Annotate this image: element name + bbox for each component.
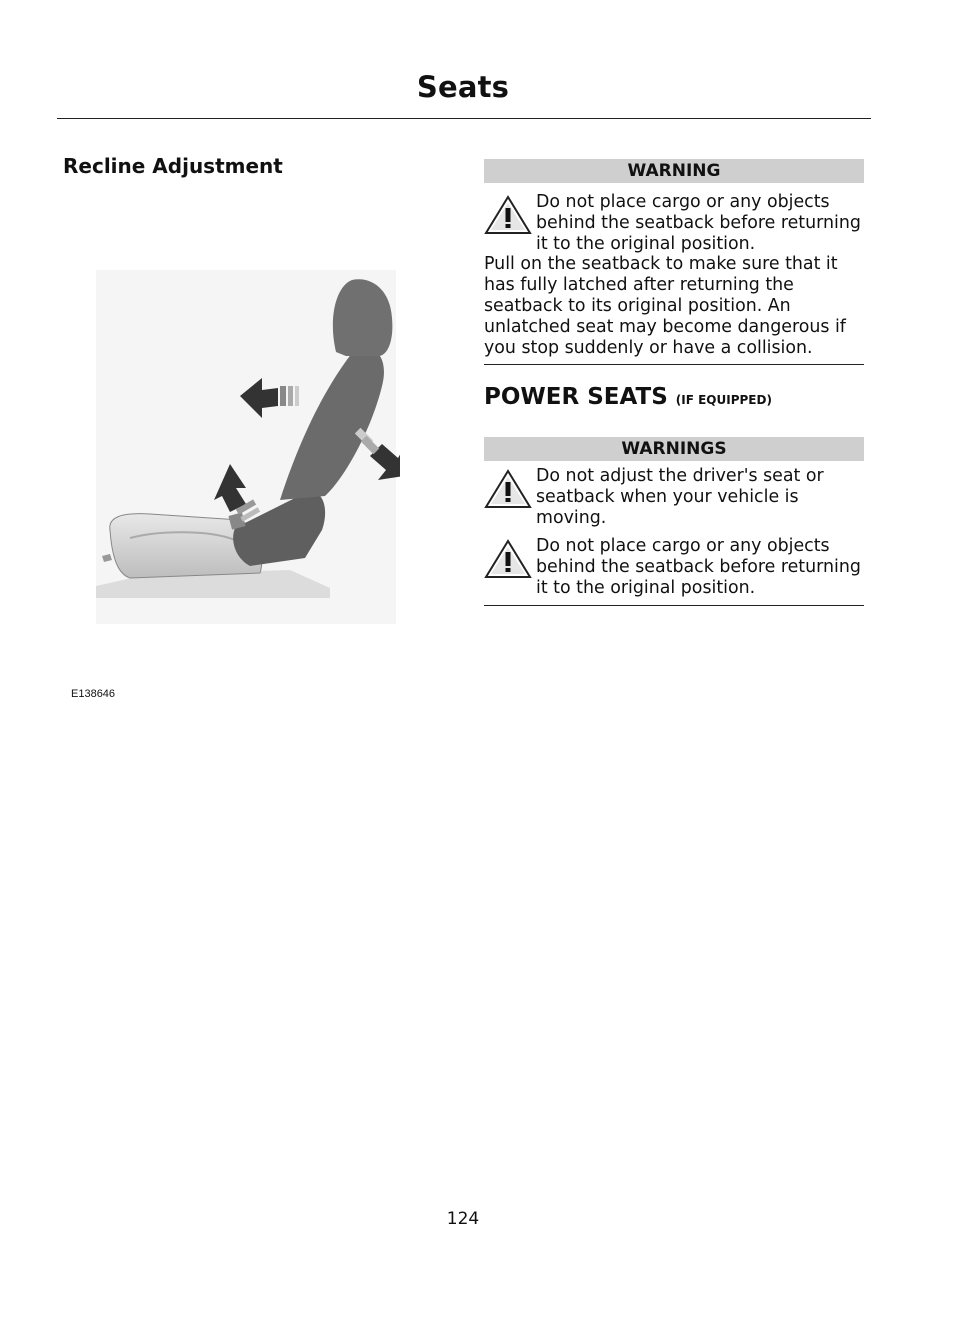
seat-recline-illustration [90, 268, 400, 628]
warning-triangle-icon [484, 468, 532, 510]
warning-item [484, 466, 864, 528]
power-seats-heading [484, 384, 772, 410]
warnings-divider [484, 605, 864, 606]
warning-divider [484, 364, 864, 365]
warning-triangle-icon [484, 194, 532, 236]
recline-adjustment-heading: Recline Adjustment [63, 154, 283, 178]
warning-text-rest: Pull on the seatback to make sure that it has fully latched after returning the seatback to its original position. An unlatched seat may become dangerous if you stop suddenly or have a collision. [484, 254, 846, 358]
warning-box [484, 159, 864, 358]
figure-code: E138646 [71, 688, 116, 700]
warning-item [484, 536, 864, 598]
warning-triangle-icon [484, 538, 532, 580]
power-seats-qualifier: (IF EQUIPPED) [675, 393, 772, 407]
power-seats-title: POWER SEATS [484, 384, 668, 410]
warnings-box [484, 437, 864, 599]
warning-label: WARNING [484, 159, 864, 183]
page-title: Seats [416, 70, 510, 104]
warning-item-text: Do not adjust the driver's seat or seatback when your vehicle is moving. [536, 466, 824, 528]
warning-item-text: Do not place cargo or any objects behind the seatback before returning it to the original position. [536, 536, 861, 598]
page-number: 124 [446, 1209, 480, 1229]
warning-text-first: Do not place cargo or any objects behind the seatback before returning it to the original position. [536, 192, 861, 254]
title-divider [57, 118, 871, 119]
warnings-label: WARNINGS [484, 437, 864, 461]
